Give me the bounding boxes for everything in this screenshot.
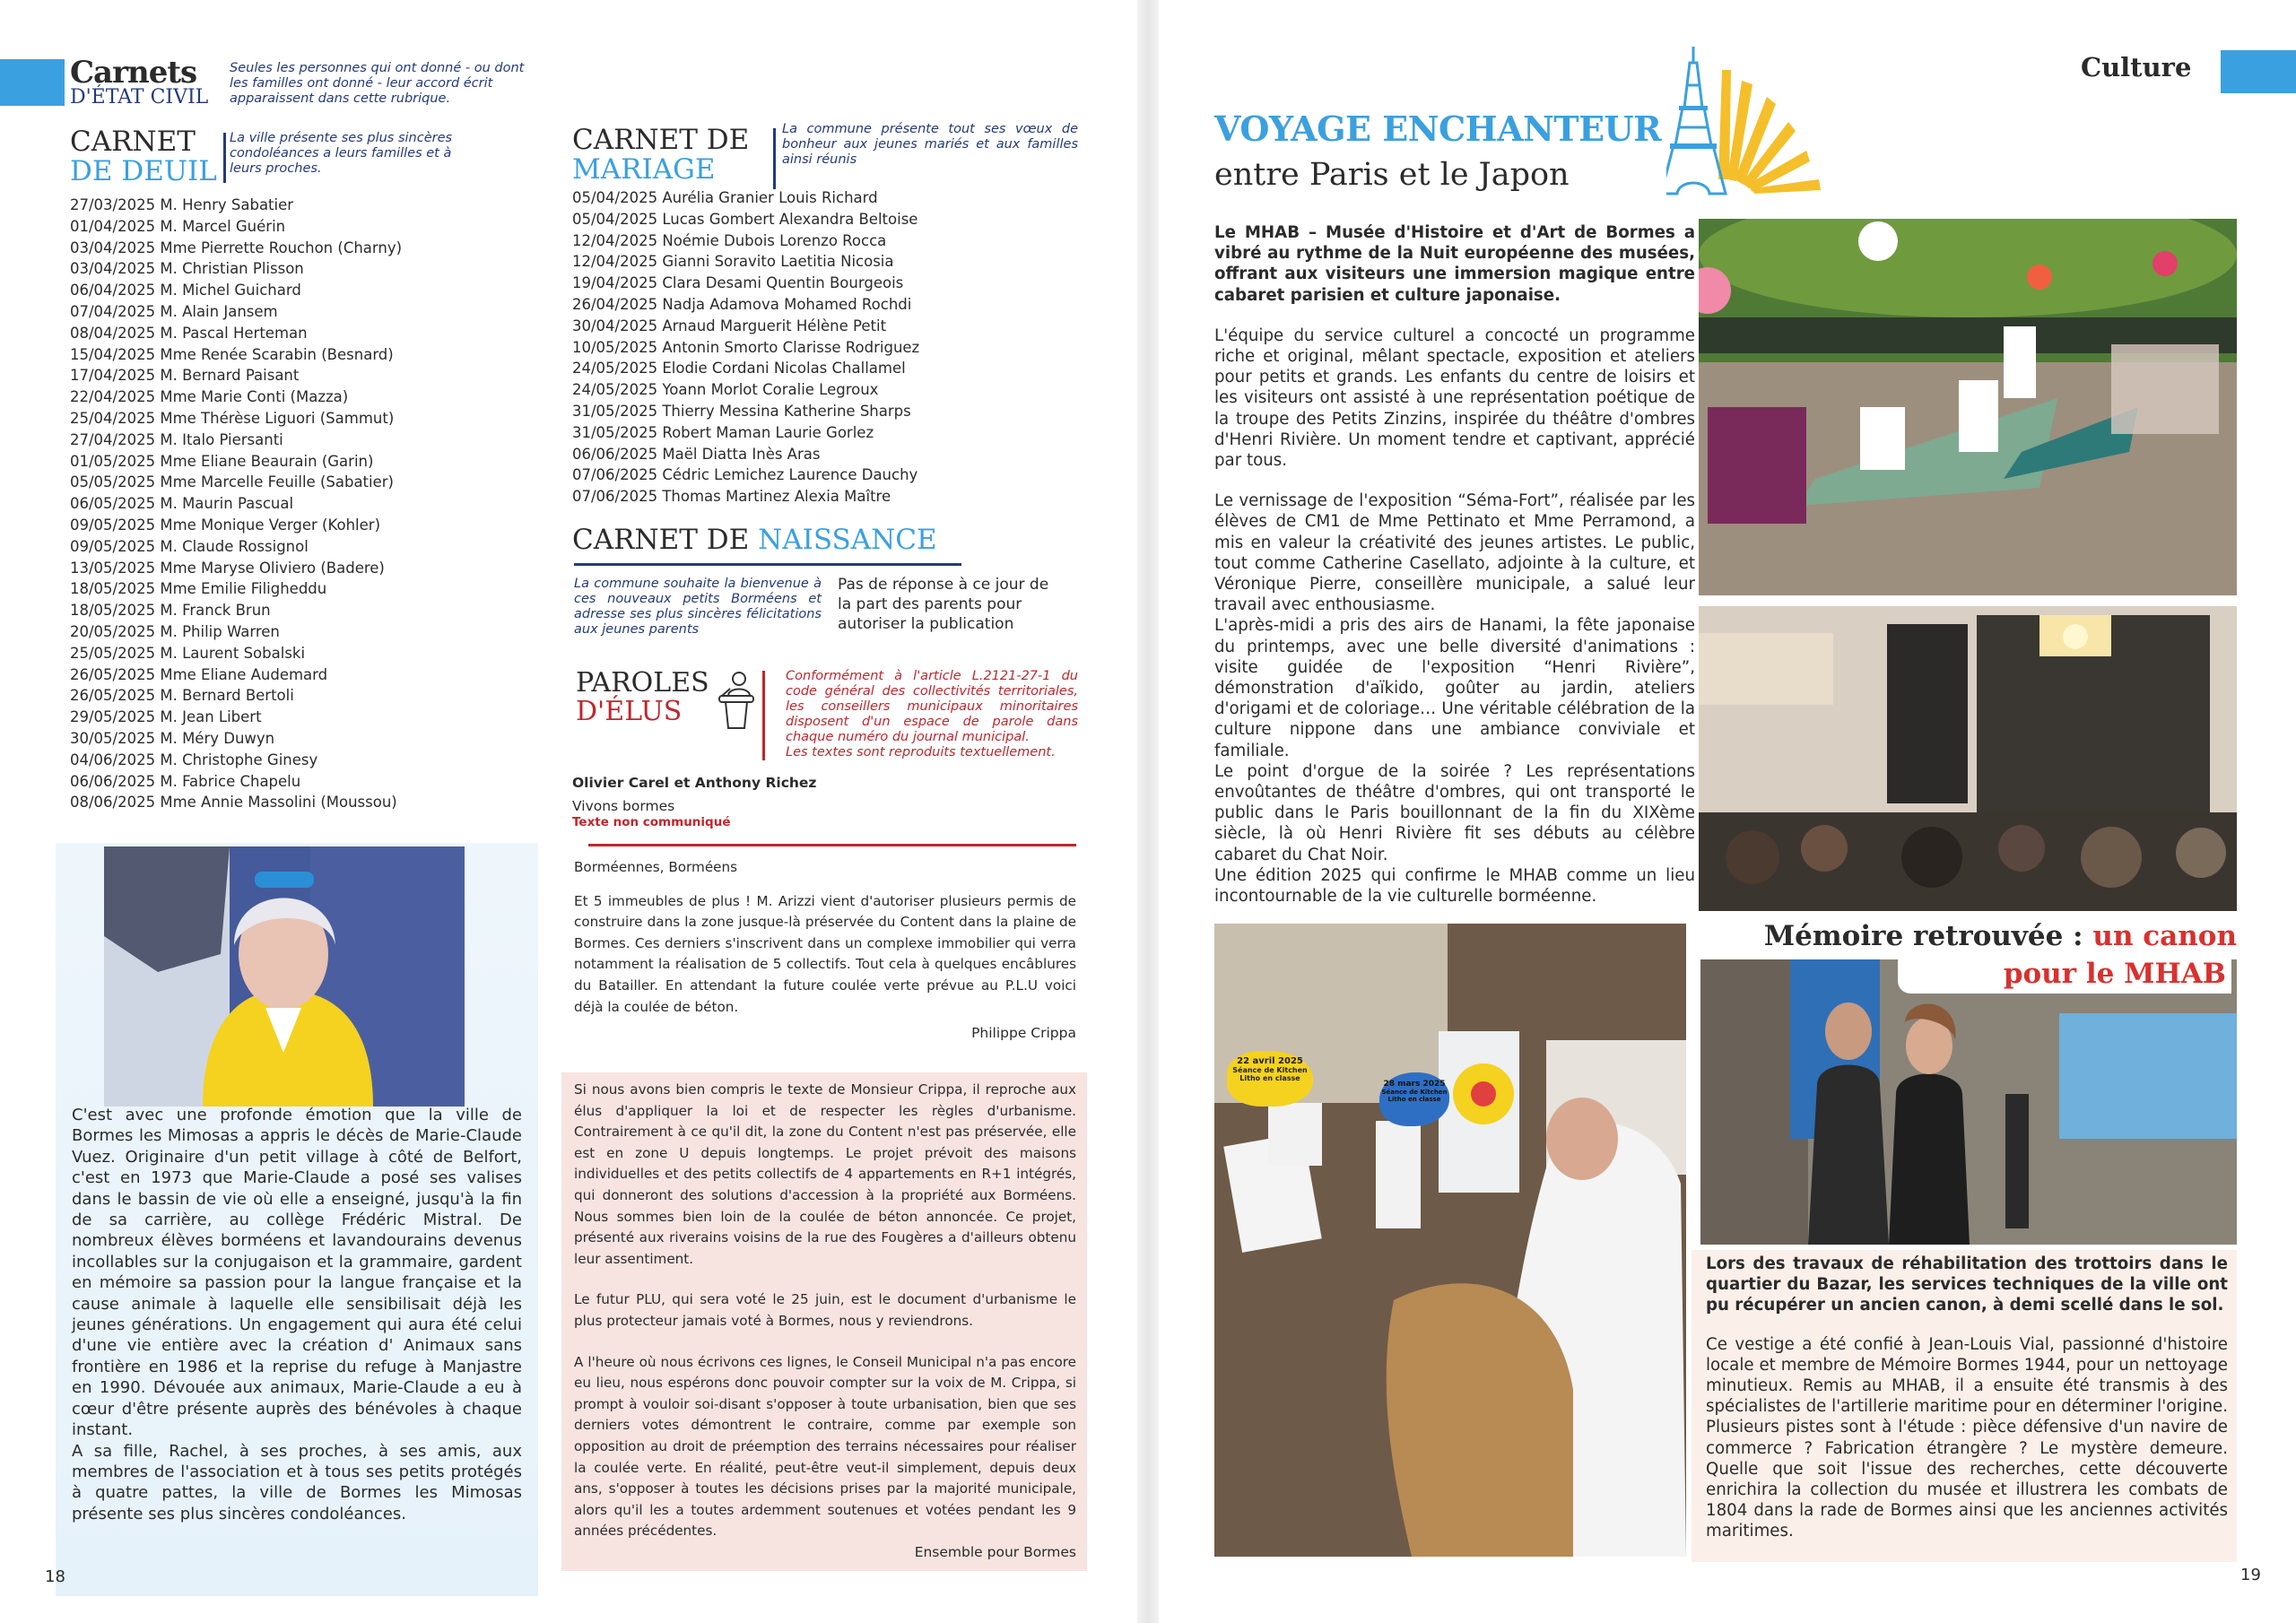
deuil-entry: 22/04/2025 Mme Marie Conti (Mazza)	[70, 388, 349, 406]
deuil-entry: 13/05/2025 Mme Maryse Oliviero (Badere)	[70, 559, 385, 577]
naissance-title-blue: NAISSANCE	[758, 524, 937, 556]
deuil-entry: 18/05/2025 M. Franck Brun	[70, 602, 271, 620]
deuil-entry: 25/04/2025 Mme Thérèse Liguori (Sammut)	[70, 409, 395, 427]
photo-aikido	[1699, 219, 2237, 595]
article1-subtitle: entre Paris et le Japon	[1214, 157, 1570, 193]
mariage-entry: 07/06/2025 Thomas Martinez Alexia Maître	[572, 488, 891, 506]
bubble-blue-date: 28 mars 2025	[1383, 1080, 1446, 1089]
article2-title	[1699, 920, 2237, 952]
deuil-entry: 07/04/2025 M. Alain Jansem	[70, 302, 278, 320]
naissance-title-dark: CARNET DE	[572, 524, 750, 556]
aikido-demo-photo	[1699, 219, 2237, 595]
naissance-status: Pas de réponse à ce jour de la part des parents pour autoriser la publication	[838, 576, 1049, 633]
deuil-entry: 27/03/2025 M. Henry Sabatier	[70, 196, 294, 213]
mariage-entry: 31/05/2025 Thierry Messina Katherine Sharps	[572, 402, 911, 420]
page-18	[0, 0, 1137, 1623]
article1-body	[1214, 222, 1695, 907]
mariage-entry: 26/04/2025 Nadja Adamova Mohamed Rochdi	[572, 295, 912, 313]
article1-lead: Le MHAB – Musée d'Histoire et d'Art de Bormes a vibré au rythme de la Nuit européenne des musées, offrant aux visiteurs une immersion magique entre cabaret parisien et culture japonaise.	[1214, 223, 1695, 305]
group2-text: Et 5 immeubles de plus ! M. Arizzi vient d'autoriser plusieurs permis de construire dans la zone jusque-là préservée du Content dans la plaine de Bormes. Ces derniers s'inscrivent dans un complexe immobilier qui verra notamment la réalisation de 5 collectifs. Tout cela à quelques encâblures du Batailler. En attendant la future coulée verte prévue au P.L.U voici déjà la coulée de béton.	[574, 892, 1076, 1015]
article1-paragraph: L'équipe du service culturel a concocté un programme riche et original, mêlant spectacle, exposition et ateliers pour petits et grands. Les enfants du centre de loisirs et les visiteurs ont assisté à une représentation poétique de la troupe des Petits Zinzins, inspirée du théâtre d'ombres d'Henri Rivière. Un moment tendre et captivant, apprécié par tous.	[1214, 325, 1695, 471]
mariage-entry: 07/06/2025 Cédric Lemichez Laurence Dauchy	[572, 466, 918, 484]
obituary-photo	[104, 846, 465, 1107]
page-number: 19	[2240, 1566, 2261, 1584]
section-color-tab	[2221, 50, 2296, 93]
article2-title-red-1: un canon	[2092, 920, 2237, 952]
mariage-heading	[572, 126, 749, 185]
carnets-subtitle: D'ÉTAT CIVIL	[70, 86, 209, 108]
photo-canon	[1700, 959, 2237, 1245]
deuil-entry: 20/05/2025 M. Philip Warren	[70, 622, 280, 640]
mariage-title-line1: CARNET DE	[572, 124, 750, 156]
paroles-note-text-2: Les textes sont reproduits textuellement.	[786, 745, 1056, 759]
obituary-paragraph: A sa fille, Rachel, à ses proches, à ses amis, aux membres de l'association et à tous ses petits protégés à quatre pattes, la ville de Bormes les Mimosas présente ses plus sincères condoléances.	[72, 1441, 522, 1523]
article2-title-dark: Mémoire retrouvée :	[1763, 920, 2083, 952]
article1-paragraph: Le point d'orgue de la soirée ? Les représentations envoûtantes de théâtre d'ombres, qui ont transporté le public dans le Paris bouillonnant de la fin du XIXème siècle, là où Henri Rivière fit ses débuts au célèbre cabaret du Chat Noir.	[1214, 761, 1695, 864]
section-label: Culture	[2081, 52, 2192, 82]
deuil-entry: 03/04/2025 Mme Pierrette Rouchon (Charny)	[70, 239, 403, 256]
deuil-heading	[70, 127, 217, 187]
article2-lead: Lors des travaux de réhabilitation des trottoirs dans le quartier du Bazar, les services techniques de la ville ont pu récupérer un ancien canon, à demi scellé dans le sol.	[1706, 1254, 2228, 1315]
page-19	[1159, 0, 2296, 1623]
carnets-note: Seules les personnes qui ont donné - ou dont les familles ont donné - leur accord écrit apparaissent dans cette rubrique.	[230, 61, 525, 106]
deuil-entry: 09/05/2025 M. Claude Rossignol	[70, 537, 309, 555]
deuil-entry: 08/06/2025 Mme Annie Massolini (Moussou)	[70, 794, 397, 812]
deuil-divider	[223, 133, 226, 183]
bubble-blue-text: Séance de Kitchen Litho en classe	[1381, 1089, 1448, 1103]
deuil-entry: 06/04/2025 M. Michel Guichard	[70, 282, 301, 299]
mariage-entry: 12/04/2025 Noémie Dubois Lorenzo Rocca	[572, 231, 887, 249]
carnets-title: Carnets	[70, 55, 197, 91]
exhibition-photo	[1214, 924, 1686, 1557]
deuil-entry: 06/05/2025 M. Maurin Pascual	[70, 495, 294, 513]
paroles-separator	[588, 844, 1076, 846]
bubble-yellow	[1227, 1051, 1313, 1107]
article2-text: Ce vestige a été confié à Jean-Louis Vial, passionné d'histoire locale et membre de Mémoire Bormes 1944, pour un nettoyage minutieux. Remis au MHAB, il a ensuite été transmis à des spécialistes de l'artillerie maritime pour en déterminer l'origine. Plusieurs pistes sont à l'étude : pièce défensive d'un navire de commerce ? Fabrication étrangère ? Le mystère demeure. Quelle que soit l'issue des recherches, cette découverte enrichira la collection du musée et illustrera les combats de 1804 dans la rade de Bormes ainsi que les anciennes activités maritimes.	[1706, 1334, 2228, 1541]
photo-shadow-theatre	[1699, 606, 2237, 911]
mariage-entry: 05/04/2025 Lucas Gombert Alexandra Beltoise	[572, 210, 918, 228]
deuil-entry: 17/04/2025 M. Bernard Paisant	[70, 367, 300, 385]
group2-signature: Philippe Crippa	[971, 1025, 1076, 1042]
bubble-blue	[1379, 1072, 1449, 1126]
mariage-list	[572, 187, 919, 508]
paroles-legal-note	[786, 669, 1078, 760]
paroles-divider	[762, 671, 765, 760]
deuil-entry: 09/05/2025 Mme Monique Verger (Kohler)	[70, 516, 381, 534]
naissance-note: La commune souhaite la bienvenue à ces nouveaux petits Borméens et adresse ses plus sincères félicitations aux jeunes parents	[574, 577, 822, 637]
canon-photo	[1700, 959, 2237, 1245]
deuil-list	[70, 195, 402, 813]
speaker-podium-icon	[718, 671, 755, 730]
deuil-entry: 18/05/2025 Mme Emilie Filigheddu	[70, 580, 327, 598]
deuil-entry: 15/04/2025 Mme Renée Scarabin (Besnard)	[70, 345, 394, 363]
deuil-entry: 01/05/2025 Mme Eliane Beaurain (Garin)	[70, 452, 374, 470]
deuil-entry: 08/04/2025 M. Pascal Herteman	[70, 324, 308, 342]
mariage-entry: 24/05/2025 Yoann Morlot Coralie Legroux	[572, 381, 879, 399]
deuil-title-line1: CARNET	[70, 126, 196, 158]
obituary-text	[72, 1105, 522, 1524]
page-gutter	[1137, 0, 1159, 1623]
mariage-title-line2: MARIAGE	[572, 153, 716, 186]
deuil-entry: 06/06/2025 M. Fabrice Chapelu	[70, 772, 301, 790]
deuil-entry: 25/05/2025 M. Laurent Sobalski	[70, 644, 306, 662]
reply-text	[574, 1080, 1076, 1562]
mariage-entry: 19/04/2025 Clara Desami Quentin Bourgeois	[572, 274, 904, 292]
group2-greeting: Borméennes, Borméens	[574, 859, 738, 875]
mariage-divider	[773, 128, 776, 189]
group1-list-name: Vivons bormes	[572, 798, 675, 814]
shadow-theatre-photo	[1699, 606, 2237, 911]
reply-signature: Ensemble pour Bormes	[914, 1544, 1076, 1560]
deuil-entry: 26/05/2025 M. Bernard Bertoli	[70, 687, 294, 705]
group1-authors: Olivier Carel et Anthony Richez	[572, 775, 817, 791]
portrait-photo	[104, 846, 465, 1107]
section-color-tab	[0, 59, 65, 106]
deuil-entry: 03/04/2025 M. Christian Plisson	[70, 260, 304, 278]
deuil-entry: 26/05/2025 Mme Eliane Audemard	[70, 665, 328, 683]
article1-title: VOYAGE ENCHANTEUR	[1214, 108, 1662, 149]
deuil-entry: 30/05/2025 M. Méry Duwyn	[70, 729, 275, 747]
naissance-underline	[574, 563, 961, 566]
deuil-entry: 01/04/2025 M. Marcel Guérin	[70, 217, 286, 235]
deuil-note: La ville présente ses plus sincères condoléances a leurs familles et à leurs proches.	[230, 131, 453, 176]
paroles-title-line2: D'ÉLUS	[576, 696, 683, 727]
deuil-entry: 04/06/2025 M. Christophe Ginesy	[70, 751, 318, 768]
reply-paragraph: Si nous avons bien compris le texte de Monsieur Crippa, il reproche aux élus d'appliquer la loi et de respecter les règles d'urbanisme. Contrairement à ce qu'il dit, la zone du Content n'est pas préservée, elle est en zone U depuis longtemps. Le projet prévoit des maisons individuelles et des petits collectifs de 4 appartements en R+1 intégrés, qui donneront des solutions d'accession à la propriété aux Borméens. Nous sommes bien loin de la coulée de béton annoncée. Ce projet, présenté aux riverains voisins de la rue des Fougères a d'ailleurs obtenu leur assentiment.	[574, 1081, 1076, 1267]
paroles-heading	[576, 669, 709, 726]
page-number: 18	[45, 1567, 65, 1586]
reply-paragraph: A l'heure où nous écrivons ces lignes, le Conseil Municipal n'a pas encore eu lieu, nous espérons donc pouvoir compter sur la voix de M. Crippa, si prompt à vouloir soi-disant s'opposer à toute urbanisation, bien que ses derniers votes démontrent le contraire, comme par exemple son opposition au droit de préemption des terrains nécessaires pour réaliser la coulée verte. En réalité, peut-être veut-il simplement, depuis deux ans, s'opposer à toutes les décisions prises par la majorité municipale, alors qu'il les a toutes ardemment soutenues et votées pendant les 9 années précédentes.	[574, 1353, 1076, 1540]
obituary-paragraph: C'est avec une profonde émotion que la ville de Bormes les Mimosas a appris le décès de Marie-Claude Vuez. Originaire d'un petit village à côté de Belfort, c'est en 1973 que Marie-Claude a posé ses valises dans le bassin de vie où elle a enseigné, jusqu'à la fin de sa carrière, au collège Frédéric Mistral. De nombreux élèves borméens et lavandourains devenus incollables sur la conjugaison et la grammaire, gardent en mémoire sa passion pour la langue française et la cause animale à laquelle elle sensibilisait déjà les jeunes générations. Un engagement qui aura été celui d'une vie entière avec la création d' Animaux sans frontière en 1986 et la reprise du refuge à Manjastre en 1990. Dévouée aux animaux, Marie-Claude a eu à cœur d'être présente auprès des bénévoles à chaque instant.	[72, 1106, 522, 1440]
mariage-entry: 10/05/2025 Antonin Smorto Clarisse Rodriguez	[572, 338, 920, 356]
deuil-title-line2: DE DEUIL	[70, 155, 217, 187]
naissance-heading	[572, 525, 937, 555]
article2-title-overlay	[1898, 959, 2231, 994]
photo-sema-fort-exhibition	[1214, 924, 1686, 1557]
mariage-entry: 12/04/2025 Gianni Soravito Laetitia Nicosia	[572, 253, 894, 271]
eiffel-tower-sunburst-icon	[1666, 45, 1855, 197]
deuil-entry: 27/04/2025 M. Italo Piersanti	[70, 430, 283, 448]
article2-body	[1706, 1254, 2228, 1542]
group2-tribune	[574, 857, 1076, 1045]
article1-paragraph: L'après-midi a pris des airs de Hanami, la fête japonaise du printemps, avec une belle diversité d'animations : visite guidée de l'exposition “Henri Rivière”, démonstration d'aïkido, goûter au jardin, ateliers d'origami et de coloriage… Une véritable célébration de la culture nippone dans une ambiance conviviale et familiale.	[1214, 616, 1695, 760]
reply-paragraph: Le futur PLU, qui sera voté le 25 juin, est le document d'urbanisme le plus protecteur jamais voté à Bormes, nous y reviendrons.	[574, 1291, 1076, 1329]
mariage-entry: 31/05/2025 Robert Maman Laurie Gorlez	[572, 423, 874, 441]
paroles-note-text: Conformément à l'article L.2121-27-1 du code général des collectivités territoriales, les conseillers municipaux minoritaires disposent d'un espace de parole dans chaque numéro du journal municipal.	[786, 669, 1078, 744]
deuil-entry: 29/05/2025 M. Jean Libert	[70, 708, 262, 726]
bubble-yellow-text: Séance de Kitchen Litho en classe	[1232, 1066, 1308, 1082]
bubble-yellow-date: 22 avril 2025	[1237, 1056, 1303, 1066]
mariage-note: La commune présente tout ses vœux de bonheur aux jeunes mariés et aux familles ainsi réunis	[782, 122, 1078, 167]
deuil-entry: 05/05/2025 Mme Marcelle Feuille (Sabatier)	[70, 473, 394, 491]
group1-status: Texte non communiqué	[572, 815, 731, 829]
paroles-title-line1: PAROLES	[576, 667, 709, 699]
article2-title-red-2: pour le MHAB	[2003, 959, 2226, 990]
mariage-entry: 06/06/2025 Maël Diatta Inès Aras	[572, 445, 821, 463]
mariage-entry: 30/04/2025 Arnaud Marguerit Hélène Petit	[572, 317, 887, 334]
article1-paragraph: Le vernissage de l'exposition “Séma-Fort”, réalisée par les élèves de CM1 de Mme Pettinato et Mme Perramond, a mis en valeur la créativité des jeunes artistes. Le public, tout comme Catherine Casellato, adjointe à la culture, et Véronique Pierre, conseillère municipale, a salué leur travail avec enthousiasme.	[1214, 491, 1695, 615]
mariage-entry: 05/04/2025 Aurélia Granier Louis Richard	[572, 189, 878, 206]
mariage-entry: 24/05/2025 Elodie Cordani Nicolas Challamel	[572, 360, 906, 378]
article1-paragraph: Une édition 2025 qui confirme le MHAB comme un lieu incontournable de la vie culturelle borméenne.	[1214, 865, 1695, 907]
